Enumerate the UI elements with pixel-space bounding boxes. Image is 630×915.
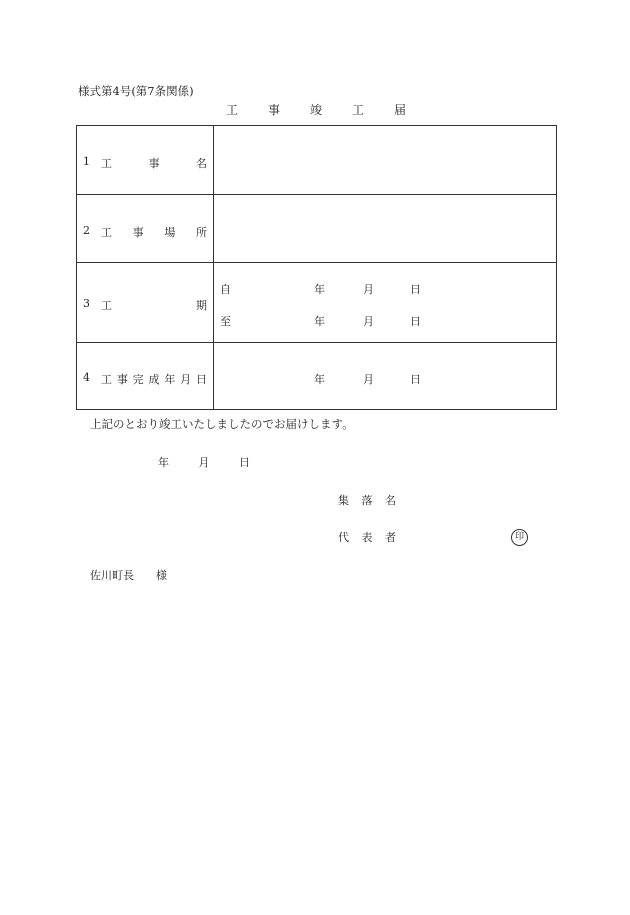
addressee: 佐川町長 様 — [90, 569, 167, 582]
seal-mark: 印 — [511, 529, 528, 546]
label-char: 場 — [164, 226, 176, 239]
submission-day-unit: 日 — [239, 456, 250, 469]
to-year-unit: 年 — [314, 315, 325, 328]
label-char: 表 — [361, 531, 373, 544]
title-char: 事 — [267, 103, 280, 117]
row-number: 2 — [83, 224, 90, 237]
label-char: 工 — [101, 299, 112, 312]
table-row-project-name — [77, 126, 556, 194]
to-day-unit: 日 — [410, 315, 421, 328]
label-char: 成 — [148, 373, 160, 386]
label-char: 月 — [180, 373, 192, 386]
label-char: 日 — [195, 373, 207, 386]
label-char: 落 — [361, 494, 373, 507]
completion-month-unit: 月 — [363, 373, 374, 386]
submission-date — [158, 457, 250, 468]
completion-report-table — [76, 125, 557, 410]
village-name-label — [338, 495, 396, 506]
period-from-label: 自 — [220, 283, 231, 296]
form-number: 様式第4号(第7条関係) — [78, 84, 194, 98]
table-row-completion-date — [77, 342, 556, 409]
row-number: 3 — [83, 297, 90, 310]
label-char: 工 — [101, 157, 112, 170]
label-char: 代 — [338, 531, 349, 544]
row-label-construction-period — [101, 297, 207, 313]
table-row-construction-period — [77, 262, 556, 342]
label-char: 名 — [196, 157, 207, 170]
title-char: 工 — [226, 103, 239, 117]
from-day-unit: 日 — [410, 283, 421, 296]
period-to-label: 至 — [220, 315, 231, 328]
label-char: 工 — [101, 373, 112, 386]
completion-day-unit: 日 — [410, 373, 421, 386]
submission-year-unit: 年 — [158, 456, 169, 469]
label-char: 名 — [385, 494, 396, 507]
row-label-project-site — [101, 224, 207, 240]
submission-month-unit: 月 — [198, 456, 210, 469]
completion-year-unit: 年 — [314, 373, 325, 386]
row-number: 1 — [83, 155, 90, 168]
label-char: 期 — [196, 299, 207, 312]
label-char: 事 — [116, 373, 128, 386]
label-char: 者 — [385, 531, 396, 544]
title-char: 届 — [393, 103, 406, 117]
table-row-project-site — [77, 194, 556, 262]
document-title — [226, 104, 406, 116]
label-char: 完 — [132, 373, 144, 386]
from-month-unit: 月 — [363, 283, 374, 296]
label-char: 所 — [195, 226, 207, 239]
title-char: 竣 — [309, 103, 322, 117]
label-char: 年 — [164, 373, 176, 386]
label-char: 集 — [338, 494, 349, 507]
row-label-completion-date — [101, 371, 207, 387]
label-char: 事 — [148, 157, 160, 170]
title-char: 工 — [351, 103, 364, 117]
to-month-unit: 月 — [363, 315, 374, 328]
from-year-unit: 年 — [314, 283, 325, 296]
representative-label — [338, 532, 396, 543]
row-number: 4 — [83, 371, 90, 384]
closing-statement: 上記のとおり竣工いたしましたのでお届けします。 — [90, 417, 354, 431]
label-char: 事 — [132, 226, 144, 239]
row-label-project-name — [101, 155, 207, 171]
label-char: 工 — [101, 226, 112, 239]
